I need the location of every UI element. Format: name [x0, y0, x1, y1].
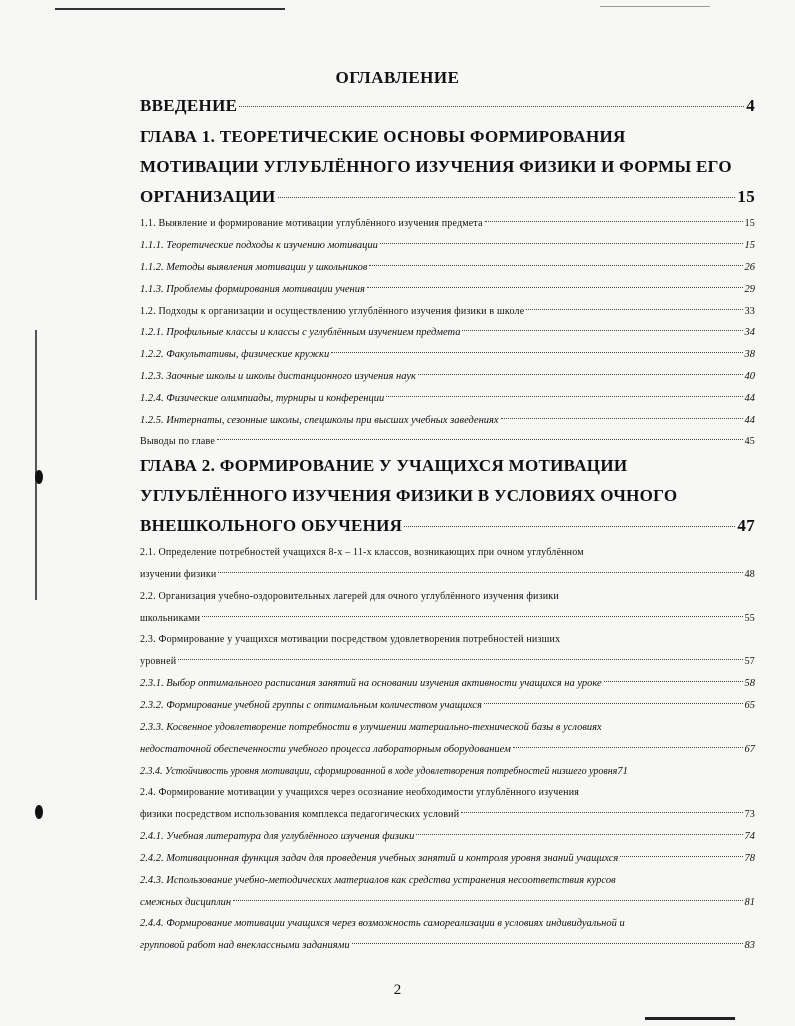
toc-entry-title: групповой работ над внеклассными заданиями	[140, 940, 350, 951]
toc-entry-page: 65	[744, 700, 755, 711]
toc-entry-page: 26	[744, 262, 755, 273]
toc-entry-2-3-4[interactable]	[140, 766, 755, 777]
toc-entry-title: 1.1. Выявление и формирование мотивации углублённого изучения предмета	[140, 218, 483, 229]
toc-entry-1-2-3[interactable]	[140, 371, 755, 382]
toc-entry-chapter1[interactable]	[140, 187, 755, 207]
toc-entry-page: 71	[617, 766, 628, 777]
toc-entry-title: 1.2.5. Интернаты, сезонные школы, спецшколы при высших учебных заведениях	[140, 415, 499, 426]
toc-entry-page: 74	[744, 831, 755, 842]
toc-entry-page: 34	[744, 327, 755, 338]
toc-entry-2-1[interactable]	[140, 569, 755, 580]
toc-entry-2-2-line1: 2.2. Организация учебно-оздоровительных лагерей для очного углублённого изучения физики	[140, 591, 559, 602]
toc-entry-title: 1.2. Подходы к организации и осуществлению углублённого изучения физики в школе	[140, 306, 525, 317]
toc-entry-title: 1.2.2. Факультативы, физические кружки	[140, 349, 330, 360]
toc-entry-page: 15	[744, 218, 755, 229]
dot-leader	[418, 374, 743, 375]
dot-leader	[369, 265, 742, 266]
toc-entry-title: ОРГАНИЗАЦИИ	[140, 187, 276, 206]
toc-entry-2-3-line1: 2.3. Формирование у учащихся мотивации посредством удовлетворения потребностей низших	[140, 634, 561, 645]
toc-entry-2-1-line1: 2.1. Определение потребностей учащихся 8-х – 11-х классов, возникающих при очном углублённом	[140, 547, 584, 558]
toc-entry-page: 67	[744, 744, 755, 755]
toc-entry-2-3[interactable]	[140, 656, 755, 667]
toc-entry-title: недостаточной обеспеченности учебного процесса лабораторным оборудованием	[140, 744, 511, 755]
dot-leader	[485, 221, 743, 222]
toc-entry-1-2[interactable]	[140, 306, 755, 317]
toc-entry-1-1[interactable]	[140, 218, 755, 229]
toc-entry-2-4-2[interactable]	[140, 853, 755, 864]
dot-leader	[233, 900, 742, 901]
toc-entry-title: 2.4.2. Мотивационная функция задач для проведения учебных занятий и контроля уровня знаний учащихся	[140, 853, 619, 864]
toc-entry-2-4-3[interactable]	[140, 897, 755, 908]
toc-entry-2-4-1[interactable]	[140, 831, 755, 842]
toc-entry-2-4-4-line1: 2.4.4. Формирование мотивации учащихся через возможность самореализации в условиях индивидуальной и	[140, 918, 625, 929]
toc-entry-2-4-3-line1: 2.4.3. Использование учебно-методических материалов как средства устранения несоответствия курсов	[140, 875, 616, 886]
toc-entry-2-3-2[interactable]	[140, 700, 755, 711]
toc-entry-intro[interactable]	[140, 96, 755, 116]
toc-entry-2-3-3[interactable]	[140, 744, 755, 755]
page-title: ОГЛАВЛЕНИЕ	[335, 68, 460, 87]
dot-leader	[217, 439, 743, 440]
dot-leader	[462, 330, 742, 331]
toc-entry-title: 2.3.1. Выбор оптимального расписания занятий на основании изучения активности учащихся на уроке	[140, 678, 602, 689]
toc-entry-page: 44	[744, 415, 755, 426]
dot-leader	[367, 287, 743, 288]
toc-entry-page: 58	[744, 678, 755, 689]
toc-entry-page: 55	[744, 613, 755, 624]
toc-entry-title: ВНЕШКОЛЬНОГО ОБУЧЕНИЯ	[140, 516, 403, 535]
toc-entry-title: уровней	[140, 656, 177, 667]
toc-entry-title: 2.3.2. Формирование учебной группы с оптимальным количеством учащихся	[140, 700, 482, 711]
toc-entry-title: ВВЕДЕНИЕ	[140, 96, 238, 115]
toc-entry-1-1-1[interactable]	[140, 240, 755, 251]
dot-leader	[461, 812, 742, 813]
scan-artifact-top	[55, 8, 285, 10]
toc-entry-title: школьниками	[140, 613, 201, 624]
toc-entry-1-2-2[interactable]	[140, 349, 755, 360]
toc-entry-page: 29	[744, 284, 755, 295]
page-number: 2	[393, 982, 402, 998]
toc-entry-title: 1.2.3. Заочные школы и школы дистанционного изучения наук	[140, 371, 416, 382]
dot-leader	[484, 703, 743, 704]
toc-entry-title: 1.1.1. Теоретические подходы к изучению мотивации	[140, 240, 378, 251]
toc-entry-title: 1.2.4. Физические олимпиады, турниры и конференции	[140, 393, 385, 404]
toc-entry-page: 78	[744, 853, 755, 864]
toc-entry-page: 38	[744, 349, 755, 360]
toc-entry-page: 44	[744, 393, 755, 404]
dot-leader	[278, 197, 736, 198]
dot-leader	[620, 856, 742, 857]
dot-leader	[513, 747, 743, 748]
toc-entry-title: 2.4.1. Учебная литература для углублённого изучения физики	[140, 831, 415, 842]
dot-leader	[380, 243, 743, 244]
toc-entry-page: 40	[744, 371, 755, 382]
toc-entry-2-4-line1: 2.4. Формирование мотивации у учащихся через осознание необходимости углублённого изучения	[140, 787, 580, 798]
dot-leader	[604, 681, 743, 682]
dot-leader	[202, 616, 742, 617]
toc-entry-1-1-2[interactable]	[140, 262, 755, 273]
chapter2-title-line2: УГЛУБЛЁННОГО ИЗУЧЕНИЯ ФИЗИКИ В УСЛОВИЯХ ОЧНОГО	[140, 486, 678, 505]
toc-entry-conclusions[interactable]	[140, 436, 755, 447]
toc-entry-1-1-3[interactable]	[140, 284, 755, 295]
dot-leader	[178, 659, 742, 660]
toc-entry-2-4-4[interactable]	[140, 940, 755, 951]
toc-entry-2-2[interactable]	[140, 613, 755, 624]
toc-entry-2-3-3-line1: 2.3.3. Косвенное удовлетворение потребности в улучшении материально-технической базы в условиях	[140, 722, 602, 733]
toc-entry-page: 73	[744, 809, 755, 820]
dot-leader	[352, 943, 743, 944]
punch-hole-mark	[35, 805, 43, 819]
dot-leader	[239, 106, 744, 107]
toc-entry-2-3-1[interactable]	[140, 678, 755, 689]
toc-entry-page: 81	[744, 897, 755, 908]
toc-entry-1-2-5[interactable]	[140, 415, 755, 426]
toc-entry-page: 83	[744, 940, 755, 951]
toc-entry-1-2-1[interactable]	[140, 327, 755, 338]
dot-leader	[404, 526, 735, 527]
toc-entry-title: 1.2.1. Профильные классы и классы с углублённым изучением предмета	[140, 327, 461, 338]
scan-artifact-top-right	[600, 6, 710, 7]
toc-entry-page: 15	[744, 240, 755, 251]
chapter2-title-line1: ГЛАВА 2. ФОРМИРОВАНИЕ У УЧАЩИХСЯ МОТИВАЦИИ	[140, 456, 628, 475]
dot-leader	[526, 309, 742, 310]
dot-leader	[331, 352, 742, 353]
toc-entry-page: 47	[737, 516, 755, 535]
toc-entry-title: Выводы по главе	[140, 436, 216, 447]
dot-leader	[218, 572, 742, 573]
toc-entry-title: 1.1.3. Проблемы формирования мотивации учения	[140, 284, 365, 295]
toc-entry-title: 1.1.2. Методы выявления мотивации у школьников	[140, 262, 368, 273]
toc-entry-page: 15	[737, 187, 755, 206]
dot-leader	[386, 396, 742, 397]
punch-hole-mark	[35, 470, 43, 484]
toc-entry-page: 48	[744, 569, 755, 580]
toc-entry-page: 33	[744, 306, 755, 317]
toc-entry-title: изучении физики	[140, 569, 217, 580]
toc-entry-title: физики посредством использования комплекса педагогических условий	[140, 809, 460, 820]
toc-entry-title: смежных дисциплин	[140, 897, 232, 908]
chapter1-title-line2: МОТИВАЦИИ УГЛУБЛЁННОГО ИЗУЧЕНИЯ ФИЗИКИ И ФОРМЫ ЕГО	[140, 157, 732, 176]
toc-entry-title: 2.3.4. Устойчивость уровня мотивации, сформированной в ходе удовлетворения потребностей низшего уровня	[140, 766, 618, 777]
toc-entry-2-4[interactable]	[140, 809, 755, 820]
toc-entry-page: 57	[744, 656, 755, 667]
toc-entry-page: 4	[746, 96, 755, 115]
scan-artifact-left-edge	[35, 330, 37, 600]
toc-entry-chapter2[interactable]	[140, 516, 755, 536]
scan-artifact-bottom	[645, 1017, 735, 1020]
toc-entry-page: 45	[744, 436, 755, 447]
chapter1-title-line1: ГЛАВА 1. ТЕОРЕТИЧЕСКИЕ ОСНОВЫ ФОРМИРОВАНИЯ	[140, 127, 626, 146]
toc-entry-1-2-4[interactable]	[140, 393, 755, 404]
dot-leader	[501, 418, 743, 419]
dot-leader	[416, 834, 742, 835]
